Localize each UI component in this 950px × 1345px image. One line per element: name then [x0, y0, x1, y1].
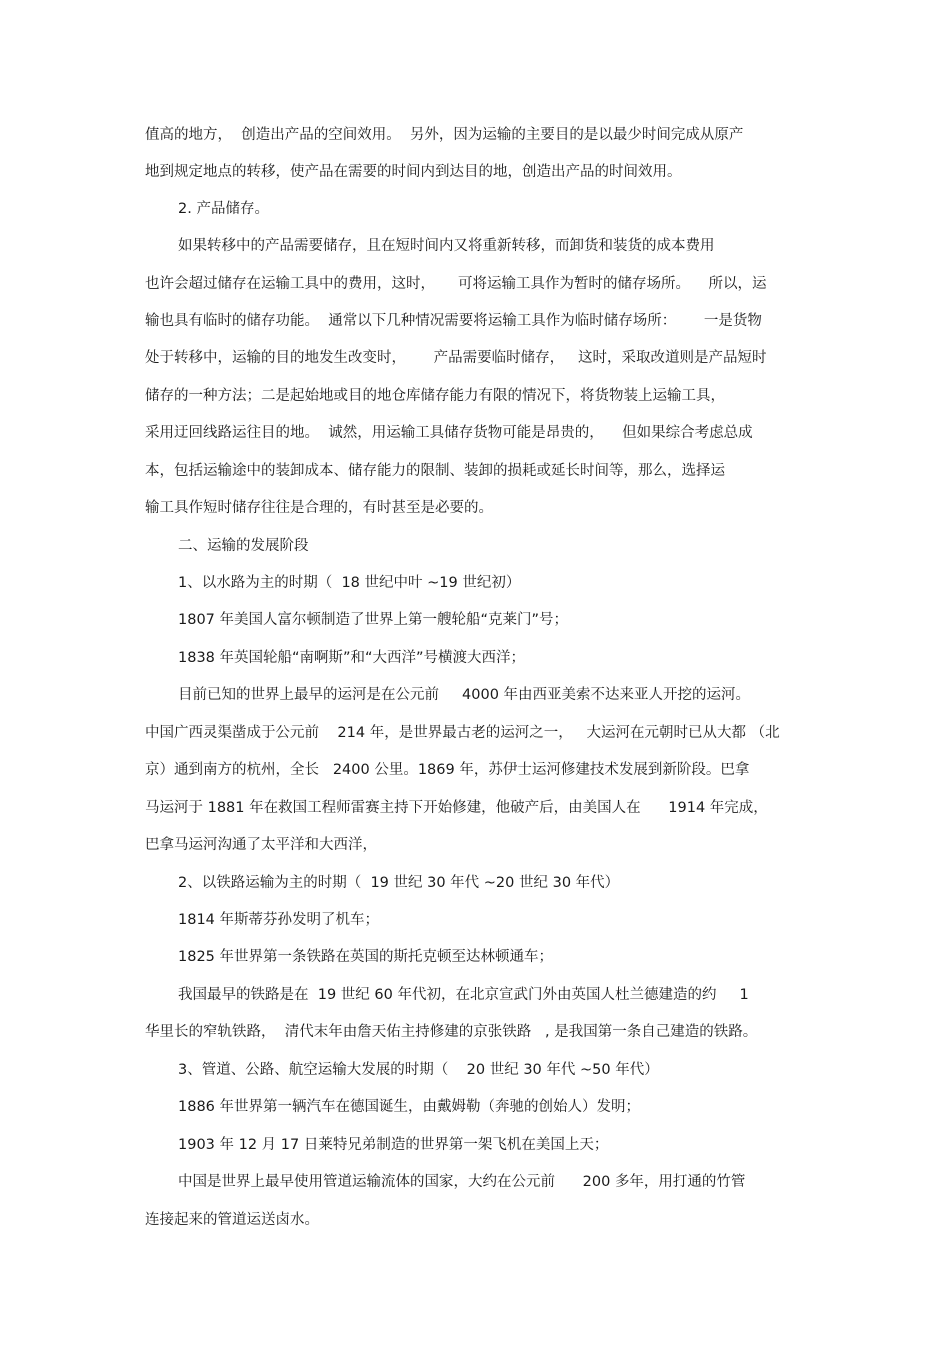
text-line: 处于转移中，运输的目的地发生改变时， 产品需要临时储存， 这时，采取改道则是产品短时: [145, 350, 767, 366]
subsection-heading: 1、以水路为主的时期（ 18 世纪中叶 ~19 世纪初）: [178, 575, 521, 591]
text-line: 京）通到南方的杭州，全长 2400 公里。1869 年，苏伊士运河修建技术发展到新阶段。巴拿: [145, 762, 750, 778]
text-line: 1807 年美国人富尔顿制造了世界上第一艘轮船“克莱门”号；: [178, 612, 569, 628]
text-line: 1903 年 12 月 17 日莱特兄弟制造的世界第一架飞机在美国上天；: [178, 1137, 609, 1153]
text-line: 也许会超过储存在运输工具中的费用，这时， 可将运输工具作为暂时的储存场所。 所以，运: [145, 276, 767, 292]
text-line: 马运河于 1881 年在救国工程师雷赛主持下开始修建，他破产后，由美国人在 1914 年完成，: [145, 800, 768, 816]
text-line: 我国最早的铁路是在 19 世纪 60 年代初，在北京宣武门外由英国人杜兰德建造的约 1: [178, 987, 749, 1003]
text-line: 输也具有临时的储存功能。 通常以下几种情况需要将运输工具作为临时储存场所： 一是货物: [145, 313, 762, 329]
section-heading: 二、运输的发展阶段: [178, 538, 309, 554]
text-line: 连接起来的管道运送卤水。: [145, 1212, 319, 1228]
subsection-heading: 2、以铁路运输为主的时期（ 19 世纪 30 年代 ~20 世纪 30 年代）: [178, 875, 620, 891]
text-line: 目前已知的世界上最早的运河是在公元前 4000 年由西亚美索不达来亚人开挖的运河。: [178, 687, 751, 703]
subsection-heading: 3、管道、公路、航空运输大发展的时期（ 20 世纪 30 年代 ~50 年代）: [178, 1062, 659, 1078]
text-line: 中国广西灵渠凿成于公元前 214 年，是世界最古老的运河之一， 大运河在元朝时已从大都 （北: [145, 725, 780, 741]
text-line: 巴拿马运河沟通了太平洋和大西洋，: [145, 837, 377, 853]
text-line: 如果转移中的产品需要储存，且在短时间内又将重新转移，而卸货和装货的成本费用: [178, 238, 715, 254]
text-line: 地到规定地点的转移，使产品在需要的时间内到达目的地，创造出产品的时间效用。: [145, 164, 682, 180]
text-line: 1814 年斯蒂芬孙发明了机车；: [178, 912, 380, 928]
text-line: 储存的一种方法；二是起始地或目的地仓库储存能力有限的情况下，将货物装上运输工具，: [145, 388, 725, 404]
section-heading: 2. 产品储存。: [178, 201, 269, 217]
text-line: 输工具作短时储存往往是合理的，有时甚至是必要的。: [145, 500, 493, 516]
text-line: 1886 年世界第一辆汽车在德国诞生，由戴姆勒（奔驰的创始人）发明；: [178, 1099, 641, 1115]
text-line: 值高的地方， 创造出产品的空间效用。 另外，因为运输的主要目的是以最少时间完成从原产: [145, 127, 744, 143]
text-line: 1838 年英国轮船“南啊斯”和“大西洋”号横渡大西洋；: [178, 650, 526, 666]
text-line: 华里长的窄轨铁路， 清代末年由詹天佑主持修建的京张铁路 , 是我国第一条自己建造的铁路。: [145, 1024, 758, 1040]
text-line: 本，包括运输途中的装卸成本、储存能力的限制、装卸的损耗或延长时间等，那么，选择运: [145, 463, 725, 479]
text-line: 采用迂回线路运往目的地。 诚然，用运输工具储存货物可能是昂贵的， 但如果综合考虑总成: [145, 425, 753, 441]
text-line: 1825 年世界第一条铁路在英国的斯托克顿至达林顿通车；: [178, 949, 554, 965]
text-line: 中国是世界上最早使用管道运输流体的国家，大约在公元前 200 多年，用打通的竹管: [178, 1174, 746, 1190]
